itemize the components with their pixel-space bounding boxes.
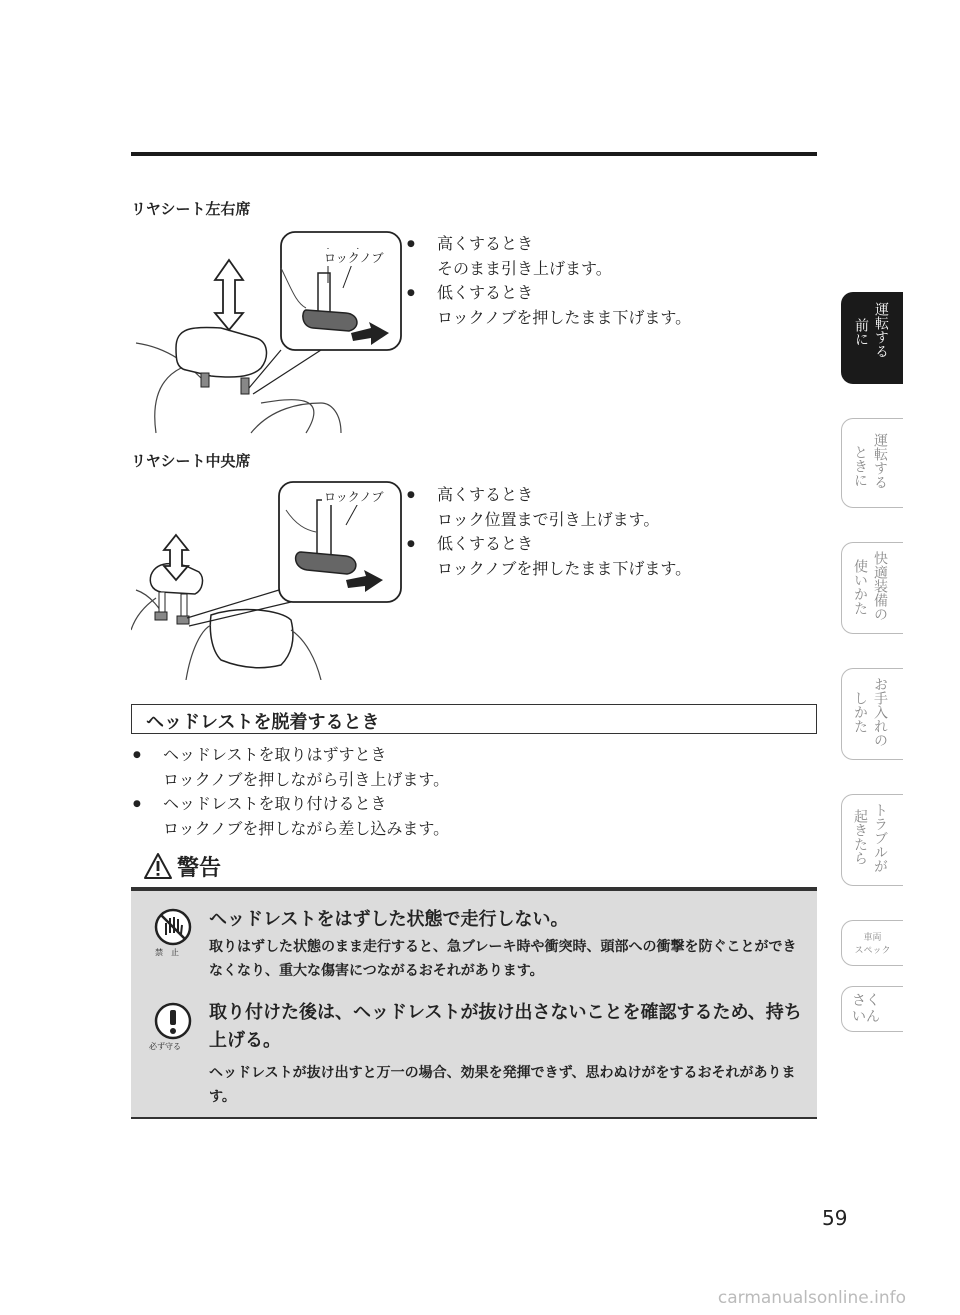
bullet-title: ● 低くするとき [407, 532, 767, 557]
tab-line1: お手入れの [872, 677, 888, 747]
bullet-detail: ロックノブを押したまま下げます。 [437, 558, 692, 578]
tab-maintenance[interactable] [841, 668, 903, 760]
bullet-title: ● 高くするとき [407, 232, 767, 257]
warning-item-body: 取りはずした状態のまま走行すると、急ブレーキ時や衝突時、頭部への衝撃を防ぐことができなくなり、重大な傷害につながるおそれがあります。 [209, 939, 797, 979]
tab-line1: 車両 [863, 933, 882, 943]
tab-line1: さく [852, 993, 880, 1009]
warning-label: 警告 [177, 856, 222, 881]
tab-comfort[interactable] [841, 542, 903, 634]
tab-index[interactable] [841, 986, 903, 1032]
section-header [131, 704, 817, 734]
page-number: 59 [822, 1206, 848, 1230]
warning-item-title: 取り付けた後は、ヘッドレストが抜け出さないことを確認するため、持ち上げる。 [209, 1002, 802, 1051]
tab-troubles[interactable] [841, 794, 903, 886]
footer [0, 1288, 960, 1315]
section-title: ヘッドレストを脱着するとき [146, 712, 380, 733]
bullet-detail: ロックノブを押しながら差し込みます。 [163, 818, 450, 838]
tab-while-driving[interactable] [841, 418, 903, 508]
bullet-title: ● 低くするとき [407, 281, 767, 306]
tab-line2: しかた [852, 691, 868, 733]
warning-triangle-icon [143, 852, 173, 880]
tab-line1: トラブルが [872, 803, 888, 873]
tab-line2: いん [852, 1009, 880, 1025]
bullet-detail: ロックノブを押しながら引き上げます。 [163, 769, 450, 789]
exclamation-icon [153, 1001, 193, 1041]
tab-line2: 使いかた [852, 559, 868, 615]
tab-line1: 快適装備の [872, 551, 888, 621]
top-rule [131, 152, 817, 156]
bullet-title: ● ヘッドレストを取り付けるとき [133, 792, 633, 817]
bullet-detail: ロック位置まで引き上げます。 [437, 509, 660, 529]
warning-item-title: ヘッドレストをはずした状態で走行しない。 [209, 909, 569, 930]
bullet-detail: ロックノブを押したまま下げます。 [437, 307, 692, 327]
warning-item-body: ヘッドレストが抜け出すと万一の場合、効果を発揮できず、思わぬけがをするおそれがあります。 [209, 1065, 796, 1105]
tab-line1: 運転する [873, 302, 889, 358]
rear-center-bullets [407, 483, 767, 581]
bullet-title: ● 高くするとき [407, 483, 767, 508]
rear-center-heading: リヤシート中央席 [131, 452, 251, 470]
section-bullets [133, 743, 633, 841]
rear-side-callout: ロックノブ [324, 251, 384, 265]
bullet-detail: そのまま引き上げます。 [437, 258, 612, 278]
prohibited-hand-icon [153, 907, 193, 947]
tab-line2: ときに [852, 445, 868, 487]
tab-line1: 運転する [872, 433, 888, 489]
prohibited-icon-label: 禁 止 [155, 948, 179, 957]
rear-center-callout: ロックノブ [324, 490, 384, 504]
tab-line2: 起きたら [852, 809, 868, 865]
rear-center-illustration [131, 480, 406, 680]
footer-watermark: carmanualsonline.info [717, 1288, 906, 1308]
tab-specs[interactable] [841, 920, 903, 966]
rear-side-bullets [407, 232, 767, 330]
exclamation-icon-label: 必ず守る [149, 1042, 181, 1051]
tab-line2: スペック [854, 946, 891, 956]
rear-side-heading: リヤシート左右席 [131, 200, 251, 218]
warning-box [131, 887, 817, 1119]
tab-line2: 前に [853, 318, 869, 346]
tab-before-driving[interactable] [841, 292, 903, 384]
bullet-title: ● ヘッドレストを取りはずすとき [133, 743, 633, 768]
